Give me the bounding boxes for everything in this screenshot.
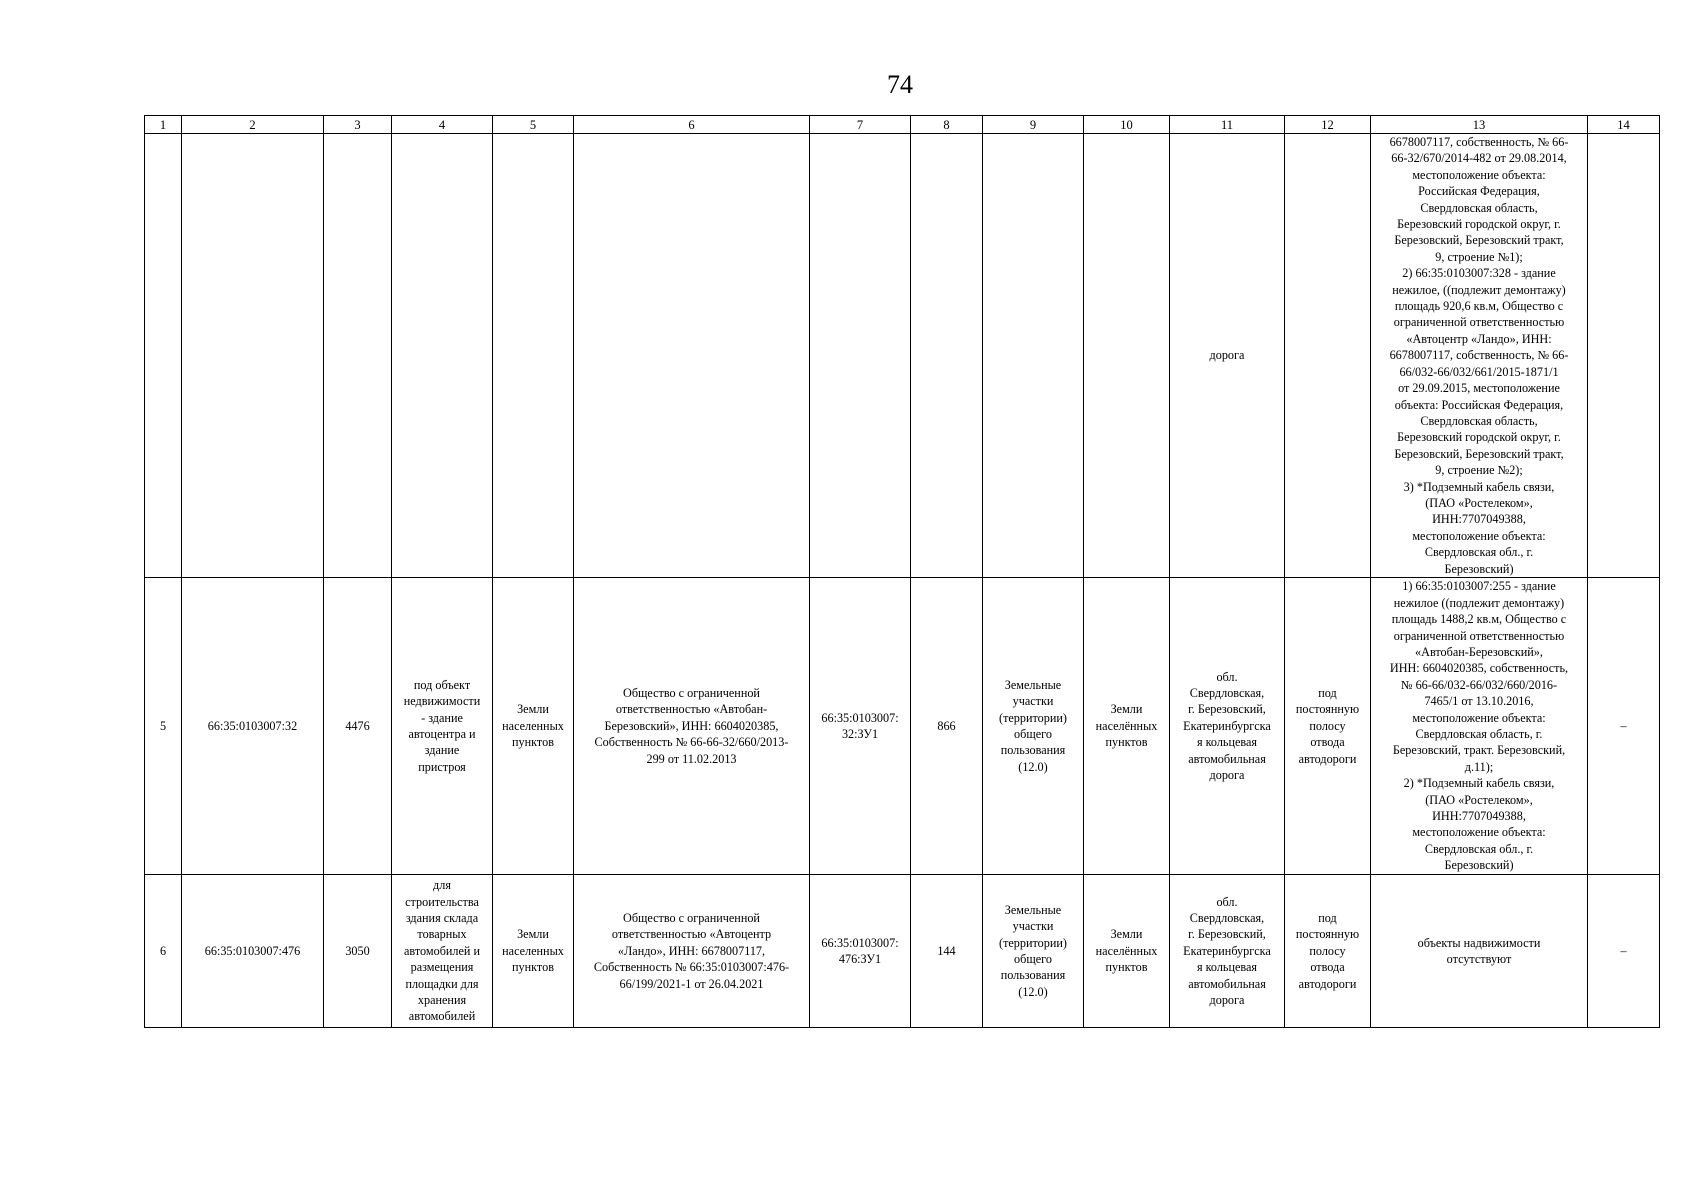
column-header: 2	[182, 116, 324, 134]
column-header: 5	[493, 116, 574, 134]
cell-land-category: Земли населенных пунктов	[493, 577, 574, 874]
column-header: 14	[1588, 116, 1660, 134]
cell-area	[324, 134, 392, 578]
cell-number: 5	[145, 577, 182, 874]
cell-new-category	[1084, 134, 1170, 578]
cell-permitted-use: под объект недвижимости - здание автоцентра и здание пристроя	[392, 577, 493, 874]
table-row	[145, 577, 1660, 874]
column-header: 13	[1371, 116, 1588, 134]
cell-area: 3050	[324, 874, 392, 1027]
cell-objects: 6678007117, собственность, № 66- 66-32/670/2014-482 от 29.08.2014, местоположение объекта: Российская Федерация, Свердловская область, Березовский городской округ, г. Березовский, Березовский тракт, 9, строение №1); 2) 66:35:0103007:328 - здание нежилое, ((подлежит демонтажу) площадь 920,6 кв.м, Общество с ограниченной ответственностью «Автоцентр «Ландо», ИНН: 6678007117, собственность, № 66- 66/032-66/032/661/2015-1871/1 от 29.09.2015, местоположение объекта: Российская Федерация, Свердловская область, Березовский городской округ, г. Березовский, Березовский тракт, 9, строение №2); 3) *Подземный кабель связи, (ПАО «Ростелеком», ИНН:7707049388, местоположение объекта: Свердловская обл., г. Березовский)	[1371, 134, 1588, 578]
cell-area: 4476	[324, 577, 392, 874]
cell-owner: Общество с ограниченной ответственностью «Автоцентр «Ландо», ИНН: 6678007117, Собственность № 66:35:0103007:476- 66/199/2021-1 от 26.04.2021	[574, 874, 810, 1027]
header-row	[145, 116, 1660, 134]
cell-purpose: под постоянную полосу отвода автодороги	[1285, 577, 1371, 874]
cell-owner	[574, 134, 810, 578]
page-number: 74	[887, 70, 913, 99]
table-row	[145, 134, 1660, 578]
cell-address: обл. Свердловская, г. Березовский, Екатеринбургска я кольцевая автомобильная дорога	[1170, 577, 1285, 874]
cell-cadastral-number: 66:35:0103007:32	[182, 577, 324, 874]
column-header: 12	[1285, 116, 1371, 134]
cell-new-category: Земли населённых пунктов	[1084, 874, 1170, 1027]
column-header: 10	[1084, 116, 1170, 134]
cell-purpose	[1285, 134, 1371, 578]
column-header: 4	[392, 116, 493, 134]
cell-address: обл. Свердловская, г. Березовский, Екатеринбургска я кольцевая автомобильная дорога	[1170, 874, 1285, 1027]
cell-notes: –	[1588, 577, 1660, 874]
cell-number	[145, 134, 182, 578]
column-header: 8	[911, 116, 983, 134]
cell-notes	[1588, 134, 1660, 578]
column-header: 9	[983, 116, 1084, 134]
cell-permitted-use	[392, 134, 493, 578]
cell-cadastral-number	[182, 134, 324, 578]
column-header: 7	[810, 116, 911, 134]
cell-new-area: 866	[911, 577, 983, 874]
table-row	[145, 874, 1660, 1027]
cell-new-plot-id: 66:35:0103007: 476:ЗУ1	[810, 874, 911, 1027]
cell-new-plot-id	[810, 134, 911, 578]
cell-new-area: 144	[911, 874, 983, 1027]
land-plots-table	[144, 115, 1660, 1028]
cell-new-plot-id: 66:35:0103007: 32:ЗУ1	[810, 577, 911, 874]
cell-cadastral-number: 66:35:0103007:476	[182, 874, 324, 1027]
cell-objects: 1) 66:35:0103007:255 - здание нежилое ((подлежит демонтажу) площадь 1488,2 кв.м, Общество с ограниченной ответственностью «Автобан-Березовский», ИНН: 6604020385, собственность, № 66-66/032-66/032/660/2016- 7465/1 от 13.10.2016, местоположение объекта: Свердловская область, г. Березовский, тракт. Березовский, д.11); 2) *Подземный кабель связи, (ПАО «Ростелеком», ИНН:7707049388, местоположение объекта: Свердловская обл., г. Березовский)	[1371, 577, 1588, 874]
cell-new-area	[911, 134, 983, 578]
cell-address: дорога	[1170, 134, 1285, 578]
cell-number: 6	[145, 874, 182, 1027]
cell-purpose: под постоянную полосу отвода автодороги	[1285, 874, 1371, 1027]
cell-new-use	[983, 134, 1084, 578]
cell-land-category	[493, 134, 574, 578]
column-header: 6	[574, 116, 810, 134]
cell-new-use: Земельные участки (территории) общего пользования (12.0)	[983, 577, 1084, 874]
column-header: 3	[324, 116, 392, 134]
cell-objects: объекты надвижимости отсутствуют	[1371, 874, 1588, 1027]
column-header: 1	[145, 116, 182, 134]
column-header: 11	[1170, 116, 1285, 134]
cell-owner: Общество с ограниченной ответственностью «Автобан- Березовский», ИНН: 6604020385, Собственность № 66-66-32/660/2013- 299 от 11.02.2013	[574, 577, 810, 874]
cell-new-use: Земельные участки (территории) общего пользования (12.0)	[983, 874, 1084, 1027]
cell-land-category: Земли населенных пунктов	[493, 874, 574, 1027]
cell-new-category: Земли населённых пунктов	[1084, 577, 1170, 874]
cell-permitted-use: для строительства здания склада товарных автомобилей и размещения площадки для хранения автомобилей	[392, 874, 493, 1027]
cell-notes: –	[1588, 874, 1660, 1027]
